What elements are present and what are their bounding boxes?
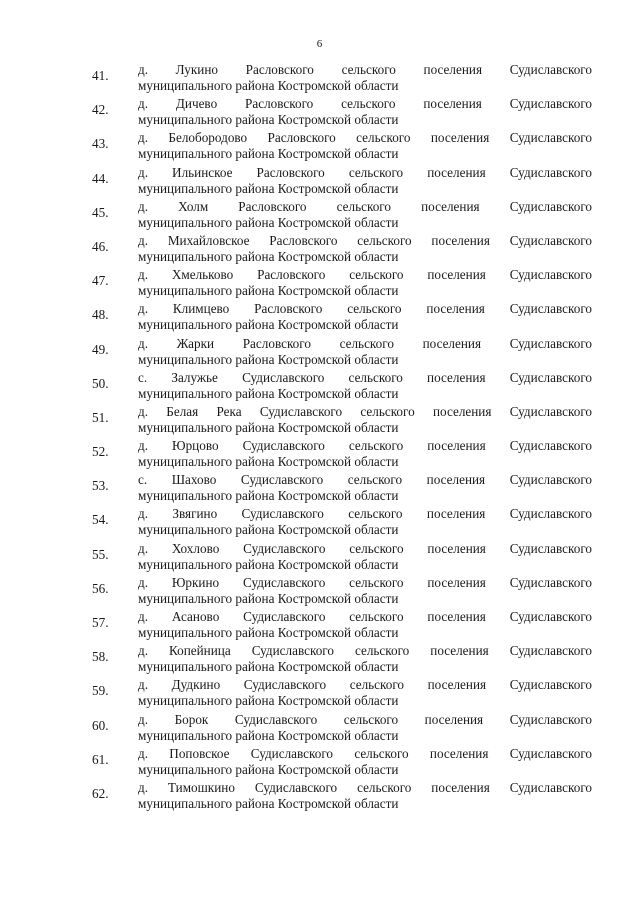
list-item — [92, 370, 592, 404]
item-line-district: муниципального района Костромской области — [138, 727, 399, 743]
list-item — [92, 336, 592, 370]
item-number: 47. — [92, 273, 109, 289]
item-number: 43. — [92, 136, 109, 152]
item-number: 44. — [92, 170, 109, 186]
item-line-settlement: д. Дичево Расловского сельского поселения Судиславского — [138, 96, 592, 112]
item-number: 53. — [92, 478, 109, 494]
item-number: 58. — [92, 649, 109, 665]
item-line-district: муниципального района Костромской области — [138, 112, 399, 128]
item-line-district: муниципального района Костромской области — [138, 761, 399, 777]
list-item — [92, 404, 592, 438]
item-line-settlement: д. Асаново Судиславского сельского поселения Судиславского — [138, 609, 592, 624]
list-item — [92, 199, 592, 233]
item-line-district: муниципального района Костромской области — [138, 180, 399, 196]
item-text — [138, 541, 592, 575]
item-line-settlement: д. Юрцово Судиславского сельского поселения Судиславского — [138, 438, 592, 454]
item-line-settlement: д. Белобородово Расловского сельского поселения Судиславского — [138, 130, 592, 146]
item-line-district: муниципального района Костромской области — [138, 488, 399, 504]
item-line-settlement: с. Залужье Судиславского сельского поселения Судиславского — [138, 369, 592, 385]
list-item — [92, 472, 592, 506]
item-line-district: муниципального района Костромской области — [138, 522, 399, 538]
item-number: 41. — [92, 68, 109, 83]
item-line-district: муниципального района Костромской области — [138, 317, 399, 333]
item-text — [138, 472, 592, 506]
item-line-district: муниципального района Костромской области — [138, 385, 399, 401]
item-line-settlement: д. Хохлово Судиславского сельского поселения Судиславского — [138, 540, 592, 556]
list-item — [92, 165, 592, 199]
list-item — [92, 506, 592, 540]
list-item — [92, 438, 592, 472]
list-item — [92, 301, 592, 335]
item-number: 57. — [92, 615, 109, 630]
item-text — [138, 267, 592, 301]
item-line-settlement: д. Тимошкино Судиславского сельского поселения Судиславского — [138, 779, 592, 795]
list-item — [92, 96, 592, 130]
item-number: 55. — [92, 546, 109, 562]
item-number: 54. — [92, 512, 109, 528]
item-line-district: муниципального района Костромской области — [138, 78, 399, 93]
item-number: 56. — [92, 580, 109, 596]
item-line-district: муниципального района Костромской области — [138, 351, 399, 367]
item-text — [138, 404, 592, 438]
list-item — [92, 62, 592, 96]
list-item — [92, 643, 592, 677]
item-line-settlement: д. Борок Судиславского сельского поселения Судиславского — [138, 711, 592, 727]
item-text — [138, 199, 592, 233]
item-text — [138, 301, 592, 335]
item-text — [138, 336, 592, 370]
list-item — [92, 233, 592, 267]
item-number: 61. — [92, 751, 109, 767]
item-number: 59. — [92, 683, 109, 699]
item-text — [138, 96, 592, 130]
item-line-settlement: д. Хмельково Расловского сельского поселения Судиславского — [138, 267, 592, 283]
item-line-settlement: д. Ильинское Расловского сельского поселения Судиславского — [138, 164, 592, 180]
list-item — [92, 541, 592, 575]
list-item — [92, 712, 592, 746]
item-line-district: муниципального района Костромской области — [138, 590, 399, 606]
page-number: 6 — [316, 38, 323, 50]
list-item — [92, 130, 592, 164]
item-line-district: муниципального района Костромской области — [138, 693, 399, 709]
item-number: 60. — [92, 717, 109, 733]
list-item — [92, 575, 592, 609]
item-text — [138, 506, 592, 540]
item-text — [138, 780, 592, 814]
item-line-district: муниципального района Костромской области — [138, 419, 399, 435]
item-number: 52. — [92, 444, 109, 460]
item-text — [138, 438, 592, 472]
item-text — [138, 746, 592, 780]
item-text — [138, 677, 592, 711]
list-item — [92, 609, 592, 643]
item-line-settlement: д. Климцево Расловского сельского поселения Судиславского — [138, 301, 592, 317]
list-item — [92, 780, 592, 814]
item-line-settlement: д. Юркино Судиславского сельского поселения Судиславского — [138, 574, 592, 590]
item-text — [138, 370, 592, 404]
item-line-district: муниципального района Костромской области — [138, 214, 399, 230]
item-text — [138, 130, 592, 164]
item-number: 45. — [92, 204, 109, 220]
item-line-settlement: д. Жарки Расловского сельского поселения Судиславского — [138, 335, 592, 351]
item-text — [138, 609, 592, 643]
item-line-district: муниципального района Костромской области — [138, 556, 399, 572]
item-line-district: муниципального района Костромской области — [138, 146, 399, 162]
item-number: 49. — [92, 341, 109, 357]
item-line-settlement: д. Михайловское Расловского сельского поселения Судиславского — [138, 232, 592, 248]
item-text — [138, 643, 592, 677]
item-line-district: муниципального района Костромской области — [138, 454, 399, 470]
item-line-settlement: д. Звягино Судиславского сельского поселения Судиславского — [138, 506, 592, 522]
item-line-district: муниципального района Костромской области — [138, 795, 399, 811]
item-line-settlement: д. Белая Река Судиславского сельского поселения Судиславского — [138, 403, 592, 419]
item-line-settlement: д. Холм Расловского сельского поселения Судиславского — [138, 198, 592, 214]
item-number: 42. — [92, 102, 109, 118]
item-number: 50. — [92, 375, 109, 391]
item-text — [138, 575, 592, 609]
item-line-district: муниципального района Костромской области — [138, 625, 399, 640]
item-text — [138, 62, 592, 96]
item-line-district: муниципального района Костромской области — [138, 283, 399, 299]
item-line-settlement: д. Копейница Судиславского сельского поселения Судиславского — [138, 643, 592, 659]
item-line-settlement: д. Поповское Судиславского сельского поселения Судиславского — [138, 745, 592, 761]
list-item — [92, 746, 592, 780]
item-line-district: муниципального района Костромской области — [138, 659, 399, 675]
settlement-list — [92, 62, 592, 814]
item-line-settlement: д. Лукино Расловского сельского поселения Судиславского — [138, 62, 592, 77]
item-text — [138, 165, 592, 199]
item-number: 48. — [92, 307, 109, 323]
item-number: 51. — [92, 409, 109, 425]
item-line-settlement: д. Дудкино Судиславского сельского поселения Судиславского — [138, 677, 592, 693]
item-text — [138, 712, 592, 746]
list-item — [92, 677, 592, 711]
item-number: 46. — [92, 238, 109, 254]
item-line-settlement: с. Шахово Судиславского сельского поселения Судиславского — [138, 472, 592, 488]
list-item — [92, 267, 592, 301]
item-number: 62. — [92, 785, 109, 801]
item-line-district: муниципального района Костромской области — [138, 248, 399, 264]
item-text — [138, 233, 592, 267]
